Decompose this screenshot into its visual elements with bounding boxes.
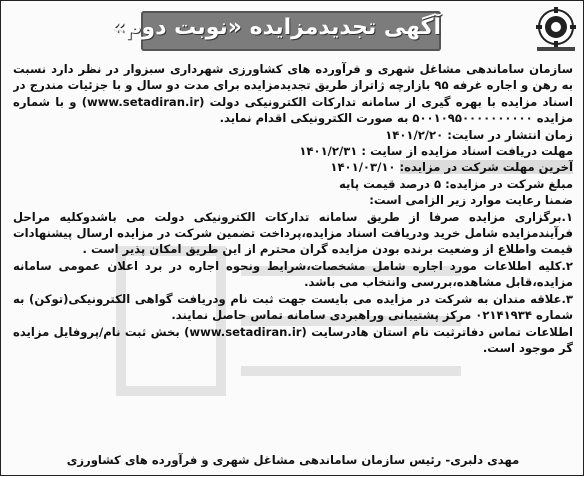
- final-deadline-label: آخرین مهلت شرکت در مزایده:: [399, 160, 573, 175]
- final-deadline-value: ۱۴۰۱/۰۳/۱۰: [330, 160, 396, 175]
- receive-deadline-row: [13, 143, 573, 159]
- organization-logo-icon: [533, 7, 579, 53]
- receive-deadline-value: ۱۴۰۱/۲/۳۱: [299, 144, 358, 159]
- title-banner: [111, 11, 441, 51]
- requirement-item-1: ۱.برگزاری مزایده صرفا از طریق سامانه تدارکات الکترونیکی دولت می باشدوکلیه مراحل فرآیندمزایده شامل خرید ودریافت اسناد مزایده،پرداخت تضمین شرکت در مزایده ارسال پیشنهادات قیمت واطلاع از وضعیت برنده بودن مزایده گران محترم از این طریق امکان پذیر است .: [13, 209, 573, 257]
- requirements-heading: ضمنا رعایت موارد زیر الزامی است:: [369, 193, 573, 208]
- publish-date-label: زمان انتشار در سایت:: [447, 127, 573, 142]
- publish-date-value: ۱۴۰۱/۲/۲۰: [385, 127, 444, 142]
- deposit-value: ۵ درصد قیمت پایه: [338, 176, 442, 191]
- publish-date-row: [13, 127, 573, 143]
- requirement-item-3: ۳.علاقه مندان به شرکت در مزایده می بایست جهت ثبت نام ودریافت گواهی الکترونیکی(توکن) به شماره ۰۲۱۴۱۹۳۴ مرکز پشتیبانی وراهبردی سامانه تماس حاصل نمایند.: [13, 291, 573, 323]
- receive-deadline-label: مهلت دریافت اسناد مزایده از سایت :: [361, 144, 573, 159]
- contact-info: اطلاعات تماس دفاترثبت نام استان هادرسایت (www.setadiran.ir) بخش ثبت نام/پروفایل مزایده گر موجود است.: [13, 324, 573, 355]
- final-deadline-row: [13, 159, 573, 175]
- signature-footer: مهدی دلبری- رئیس سازمان ساماندهی مشاغل شهری و فرآورده های کشاورزی: [66, 453, 520, 467]
- deposit-label: مبلغ شرکت در مزایده:: [445, 176, 573, 191]
- ad-title: آگهی تجدیدمزایده «نوبت دوم»: [111, 15, 441, 40]
- ad-body: [13, 61, 573, 441]
- deposit-row: [13, 176, 573, 192]
- intro-paragraph: سازمان ساماندهی مشاغل شهری و فرآورده های کشاورزی شهرداری سبزوار در نظر دارد نسبت به رهن و اجاره غرفه ۹۵ بازارچه ژاتراز طریق تجدیدمزایده برای مدت دو سال و با جزئیات مندرج در اسناد مزایده با بهره گیری از سامانه تدارکات الکترونیکی دولت (www.setadiran.ir) و با شماره مزایده ۵۰۰۱۰۹۵۰۰۰۰۰۰۰۰۰۰ به صورت الکترونیکی اقدام نماید.: [13, 62, 573, 126]
- requirement-item-2: ۲.کلیه اطلاعات مورد اجاره شامل مشخصات،شرایط ونحوه اجاره در برد اعلان عمومی سامانه مزایده،قابل مشاهده،بررسی وانتخاب می باشد.: [13, 258, 573, 290]
